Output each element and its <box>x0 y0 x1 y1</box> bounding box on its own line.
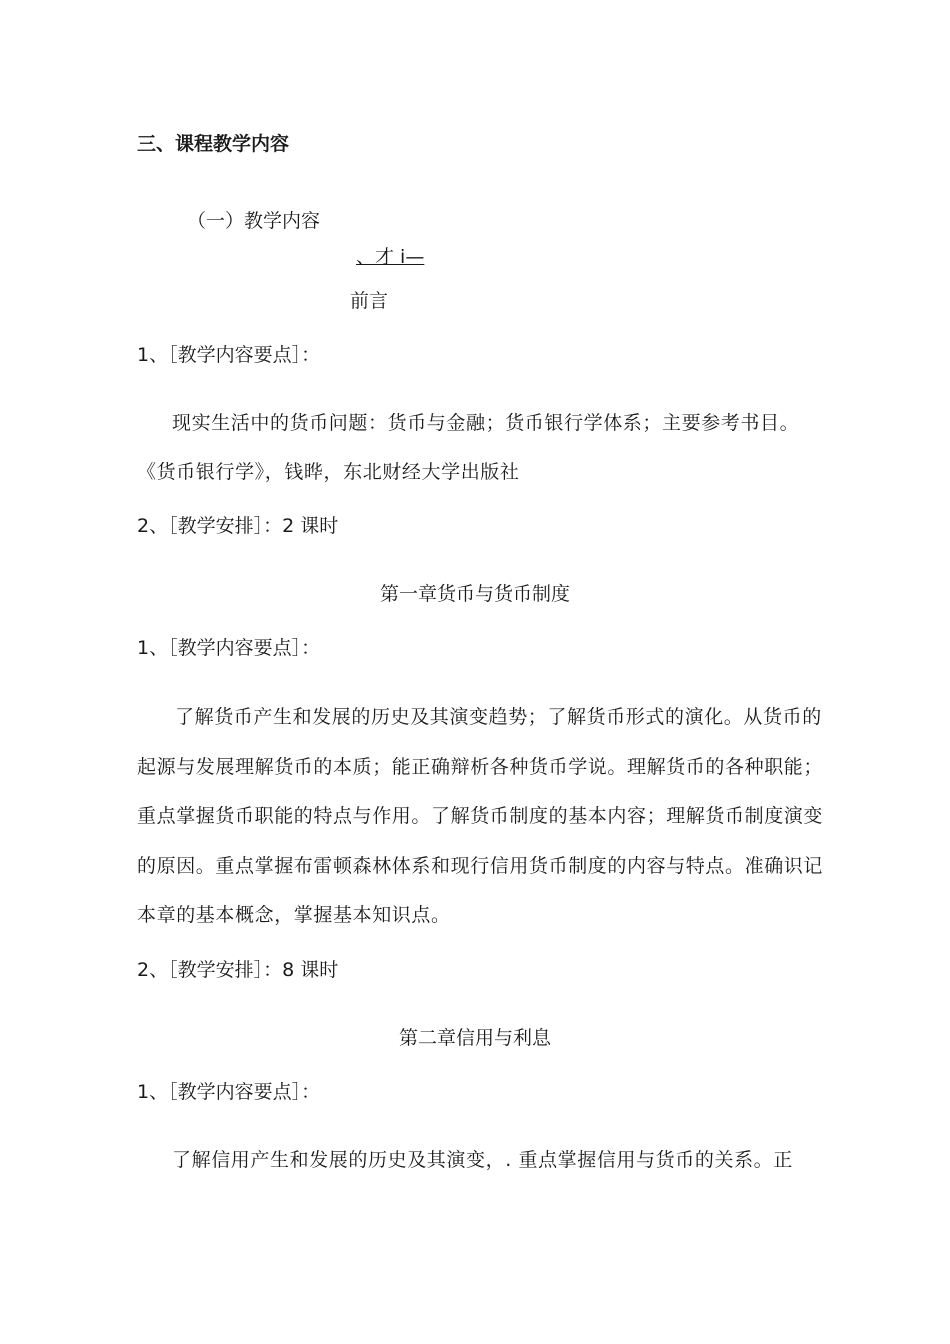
preface-points-text-line2: 《货币银行学》，钱晔，东北财经大学出版社 <box>137 461 520 483</box>
chapter1-points-text: 了解货币产生和发展的历史及其演变趋势；了解货币形式的演化。从货币的起源与发展理解货币的本质；能正确辩析各种货币学说。理解货币的各种职能；重点掌握货币职能的特点与作用。了解货币制度的基本内容；理解货币制度演变的原因。重点掌握布雷顿森林体系和现行信用货币制度的内容与特点。准确识记本章的基本概念，掌握基本知识点。 <box>137 706 824 926</box>
chapter1-schedule: 2、［教学安排］：8 课时 <box>137 959 339 981</box>
chapter2-points-text: 了解信用产生和发展的历史及其演变，. 重点掌握信用与货币的关系。正 <box>172 1149 793 1171</box>
subsection-title: （一）教学内容 <box>187 210 321 232</box>
preface-points-text-line1: 现实生活中的货币问题：货币与金融；货币银行学体系；主要参考书目。 <box>172 412 800 434</box>
chapter1-points-label: 1、［教学内容要点］： <box>137 637 321 659</box>
chapter1-title: 第一章货币与货币制度 <box>379 583 570 605</box>
stray-mark: 、才 i— <box>356 246 425 268</box>
section-title: 三、课程教学内容 <box>137 133 290 155</box>
chapter2-points-label: 1、［教学内容要点］： <box>137 1081 321 1103</box>
preface-schedule: 2、［教学安排］：2 课时 <box>137 515 339 537</box>
preface-title: 前言 <box>350 290 389 312</box>
chapter2-title: 第二章信用与利息 <box>398 1027 551 1049</box>
preface-points-label: 1、［教学内容要点］： <box>137 344 321 366</box>
